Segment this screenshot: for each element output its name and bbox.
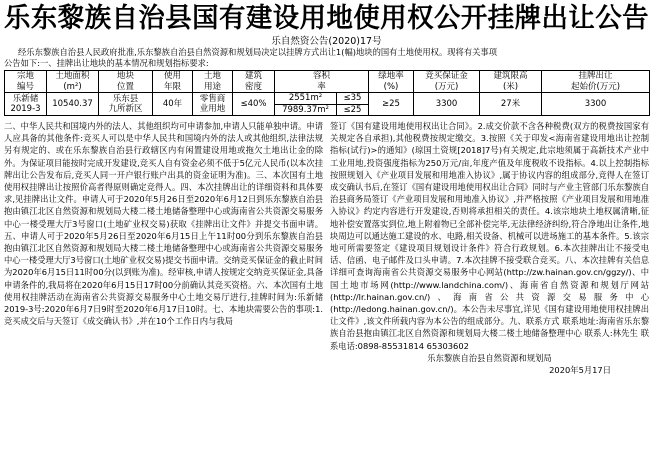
intro-paragraph-continued: 公告如下:一、挂牌出让地块的基本情况和规划指标要求: [4, 58, 209, 68]
cell-density: ≤40% [233, 93, 275, 116]
header-deposit: 竞买保证金 (万元) [414, 71, 480, 93]
header-area: 土地面积 (m²) [47, 71, 99, 93]
body-columns [4, 120, 649, 447]
parcel-table-header-row [5, 71, 650, 93]
cell-location: 乐东县 九所新区 [99, 93, 153, 116]
cell-use: 零售商 业用地 [193, 93, 233, 116]
cell-term: 40年 [153, 93, 193, 116]
header-far: 容积 率 [275, 71, 369, 93]
signature: 乐东黎族自治县自然资源和规划局 [427, 352, 552, 363]
cell-area: 10540.37 [47, 93, 99, 116]
notice-date: 2020年5月17日 [549, 365, 611, 376]
header-use: 土地 用途 [193, 71, 233, 93]
header-code: 宗地 编号 [5, 71, 47, 93]
body-right-text: 签订《国有建设用地使用权出让合同》。2.成交价款不含各种税费(双方的税费按国家有关规定各自承担),其他税费按规定缴交。3.按照《关于印发<海南省建设用地出让控制指标(试行)>的通知》(琼国土资规[2018]7号)有关规定,此宗地须属于高新技术产业中工业用地,投资强度指标为250万元/亩,年度产值及年度税收不设指标。4.以上控制指标按照规划入《产业项目发展和用地准入协议》,属于协议内容的组成部分,竞得人在签订成交确认书后,在签订《国有建设用地使用权出让合同》同时与产业主管部门乐东黎族自治县商务局签订《产业项目发展和用地准入协议》,并严格按照《产业项目发展和用地准入协议》约定内容进行开发建设,否则将承担相关的责任。4.该宗地块土地权属清晰,征地补偿安置落实到位,地上附着物已全部补偿完毕,无法律经济纠纷,符合净地出让条件,地块周边可以通达施工建设的水、电路,相关设备、机械可以进场施工的基本条件。5.该宗地可所需要签定《建设项目规划设计条件》符合行政规划。6.本次挂牌出让不接受电话、信函、电子邮件及口头申请。7.本次挂牌不接受联合竞买。八、本次挂牌有关信息详细可查询海南省公共资源交易服务中心网站(http://zw.hainan.gov.cn/ggzy/)、中国土地市场网(http://www.landchina.com/)、海南省自然资源和规划厅网站(http://lr.hainan.gov.cn/)、海南省公共资源交易服务中心(http://ledong.hainan.gov.cn/)。本公告未尽事宜,详见《国有建设用地使用权挂牌出让文件》,该文件所载内容为本公告的组成部分。九、联系方式 联系地址:海南省乐东黎族自治县抱由镇江北区自然资源和规划局大楼二楼土地储备整理中心 联系人:林先生 联系电话:0898-85531814 65303602 [330, 121, 649, 351]
header-density: 建筑 密度 [233, 71, 275, 93]
header-height: 建筑限高 (米) [480, 71, 542, 93]
header-start-price: 挂牌出让 起始价(万元) [542, 71, 650, 93]
cell-far-sub1-area: 2551m² [275, 93, 337, 105]
cell-deposit: 3300 [414, 93, 480, 116]
header-location: 地块 位置 [99, 71, 153, 93]
header-term: 使用 年限 [153, 71, 193, 93]
notice-headline: 乐东黎族自治县国有建设用地使用权公开挂牌出让公告 [4, 3, 649, 34]
cell-start-price: 3300 [542, 93, 650, 116]
header-green: 绿地率 (%) [369, 71, 414, 93]
body-left-text: 二、中华人民共和国境内外的法人、其他组织均可申请参加,申请人只能单独申请。申请人应具备的其他条件:竞买人可以是中华人民共和国境内外的法人或其他组织,法律法规另有规定的、或在乐东黎族自治县行政辖区内有闲置建设用地或拖欠土地出让金的除外。为保证项目能按时完成开发建设,竞买人自有资金必须不低于5亿元人民币(以本次挂牌出让公告发布后,竞买人同一开户银行账户出具的资金证明为准)。三、本次国有土地使用权挂牌出让按照价高者得原则确定竞得人。四、本次挂牌出让的详细资料和具体要求,见挂牌出让文件。申请人可于2020年5月26日至2020年6月12日到乐东黎族自治县抱由镇江北区自然资源和规划局大楼二楼土地储备整理中心或海南省公共资源交易服务中心一楼受理大厅3号窗口(土地矿业权交易)获取《挂牌出让文件》并提交书面申请。五、申请人可于2020年5月26日至2020年6月15日上午11时00分到乐东黎族自治县抱由镇江北区自然资源和规划局大楼二楼土地储备整理中心或海南省公共资源交易服务中心一楼受理大厅3号窗口(土地矿业权交易)提交书面申请。交纳竞买保证金的截止时间为2020年6月15日11时00分(以到账为准)。经审核,申请人按规定交纳竞买保证金,具备申请条件的,我局将在2020年6月15日17时00分前确认其竞买资格。六、本次国有土地使用权挂牌活动在海南省公共资源交易服务中心土地交易厅进行,挂牌时间为:乐新储2019-3号:2020年6月7日9时至2020年6月17日10时。七、本地块需要公告的事项:1.竞买成交后与天签订《成交确认书》,并在10个工作日内与我局 [4, 121, 323, 327]
parcel-table [4, 70, 650, 116]
body-left-column [4, 120, 323, 438]
cell-far-sub2-area: 7989.37m² [275, 104, 337, 116]
cell-far-sub1-value: ≤35 [337, 93, 369, 105]
intro-paragraph: 经乐东黎族自治县人民政府批准,乐东黎族自治县自然资源和规划局决定以挂牌方式出让1(幅)地块的国有土地使用权。现将有关事项 [18, 47, 498, 57]
parcel-table-row [5, 93, 650, 105]
cell-far-sub2-value: ≤25 [337, 104, 369, 116]
issue-number: 乐自然资公告(2020)17号 [271, 36, 382, 47]
cell-height: 27米 [480, 93, 542, 116]
body-right-column [330, 120, 649, 447]
cell-code: 乐新储 2019-3 [5, 93, 47, 116]
cell-green: ≥25 [369, 93, 414, 116]
